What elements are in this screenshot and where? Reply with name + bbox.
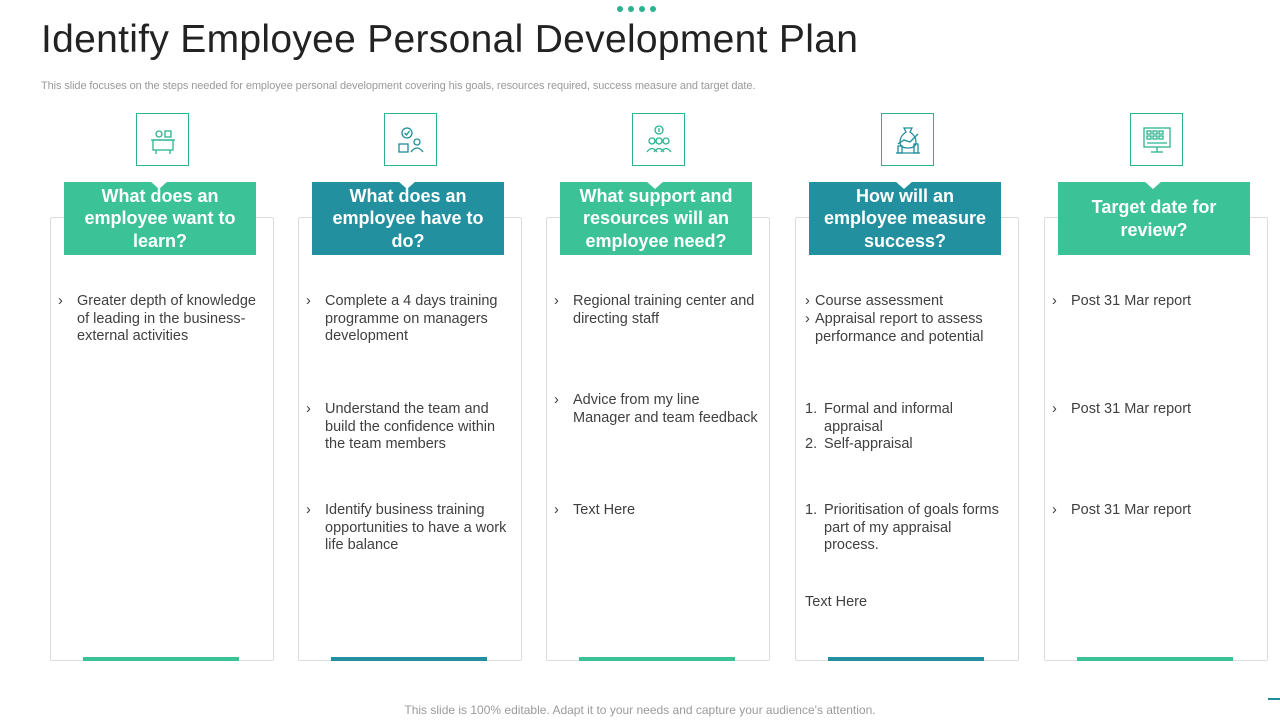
list-item: › Complete a 4 days training programme on managers development: [306, 293, 498, 344]
slide-dots-decoration: [617, 6, 656, 12]
list-item: › Understand the team and build the confidence within the team members: [306, 401, 496, 452]
employee-check-icon: [384, 113, 437, 166]
list-item: › Text Here: [554, 502, 636, 518]
list-item: 1. Formal and informal appraisal: [805, 401, 953, 435]
column-support: [546, 113, 770, 661]
list-item: › Post 31 Mar report: [1052, 401, 1192, 417]
column-panel: [1044, 217, 1268, 661]
page-title: Identify Employee Personal Development Plan: [41, 18, 859, 61]
calendar-monitor-icon: [1130, 113, 1183, 166]
list-item: › Regional training center and directing staff: [554, 293, 755, 327]
panel-accent-bar: [828, 657, 984, 661]
column-learn: [50, 113, 274, 661]
column-header: What does an employee want to learn?: [64, 182, 256, 255]
page-subtitle: This slide focuses on the steps needed for employee personal development covering his goals, resources required, success measure and target date.: [41, 80, 756, 92]
column-do: [298, 113, 522, 661]
column-header: How will an employee measure success?: [809, 182, 1001, 255]
panel-accent-bar: [579, 657, 735, 661]
list-item: › Post 31 Mar report: [1052, 502, 1192, 518]
column-measure: [795, 113, 1019, 661]
list-item: › Greater depth of knowledge of leading in the business-external activities: [58, 293, 256, 344]
column-header: Target date for review?: [1058, 182, 1250, 255]
list-item: › Post 31 Mar report: [1052, 293, 1192, 309]
column-panel: [546, 217, 770, 661]
list-item: › Advice from my line Manager and team feedback: [554, 392, 758, 426]
team-resources-icon: [632, 113, 685, 166]
column-header: What support and resources will an employee need?: [560, 182, 752, 255]
column-header: What does an employee have to do?: [312, 182, 504, 255]
list-item: › Course assessment: [805, 293, 944, 309]
success-chart-icon: [881, 113, 934, 166]
panel-accent-bar: [331, 657, 487, 661]
panel-accent-bar: [83, 657, 239, 661]
column-panel: [50, 217, 274, 661]
column-target-date: [1044, 113, 1268, 661]
learning-desk-icon: [136, 113, 189, 166]
footer-note: This slide is 100% editable. Adapt it to your needs and capture your audience's attention.: [404, 703, 876, 717]
list-item: 2. Self-appraisal: [805, 436, 913, 452]
list-item: Text Here: [805, 594, 868, 610]
list-item: › Identify business training opportunities to have a work life balance: [306, 502, 507, 553]
corner-accent: [1268, 698, 1280, 700]
panel-accent-bar: [1077, 657, 1233, 661]
list-item: 1. Prioritisation of goals forms part of my appraisal process.: [805, 502, 999, 553]
list-item: › Appraisal report to assess performance and potential: [805, 311, 984, 345]
